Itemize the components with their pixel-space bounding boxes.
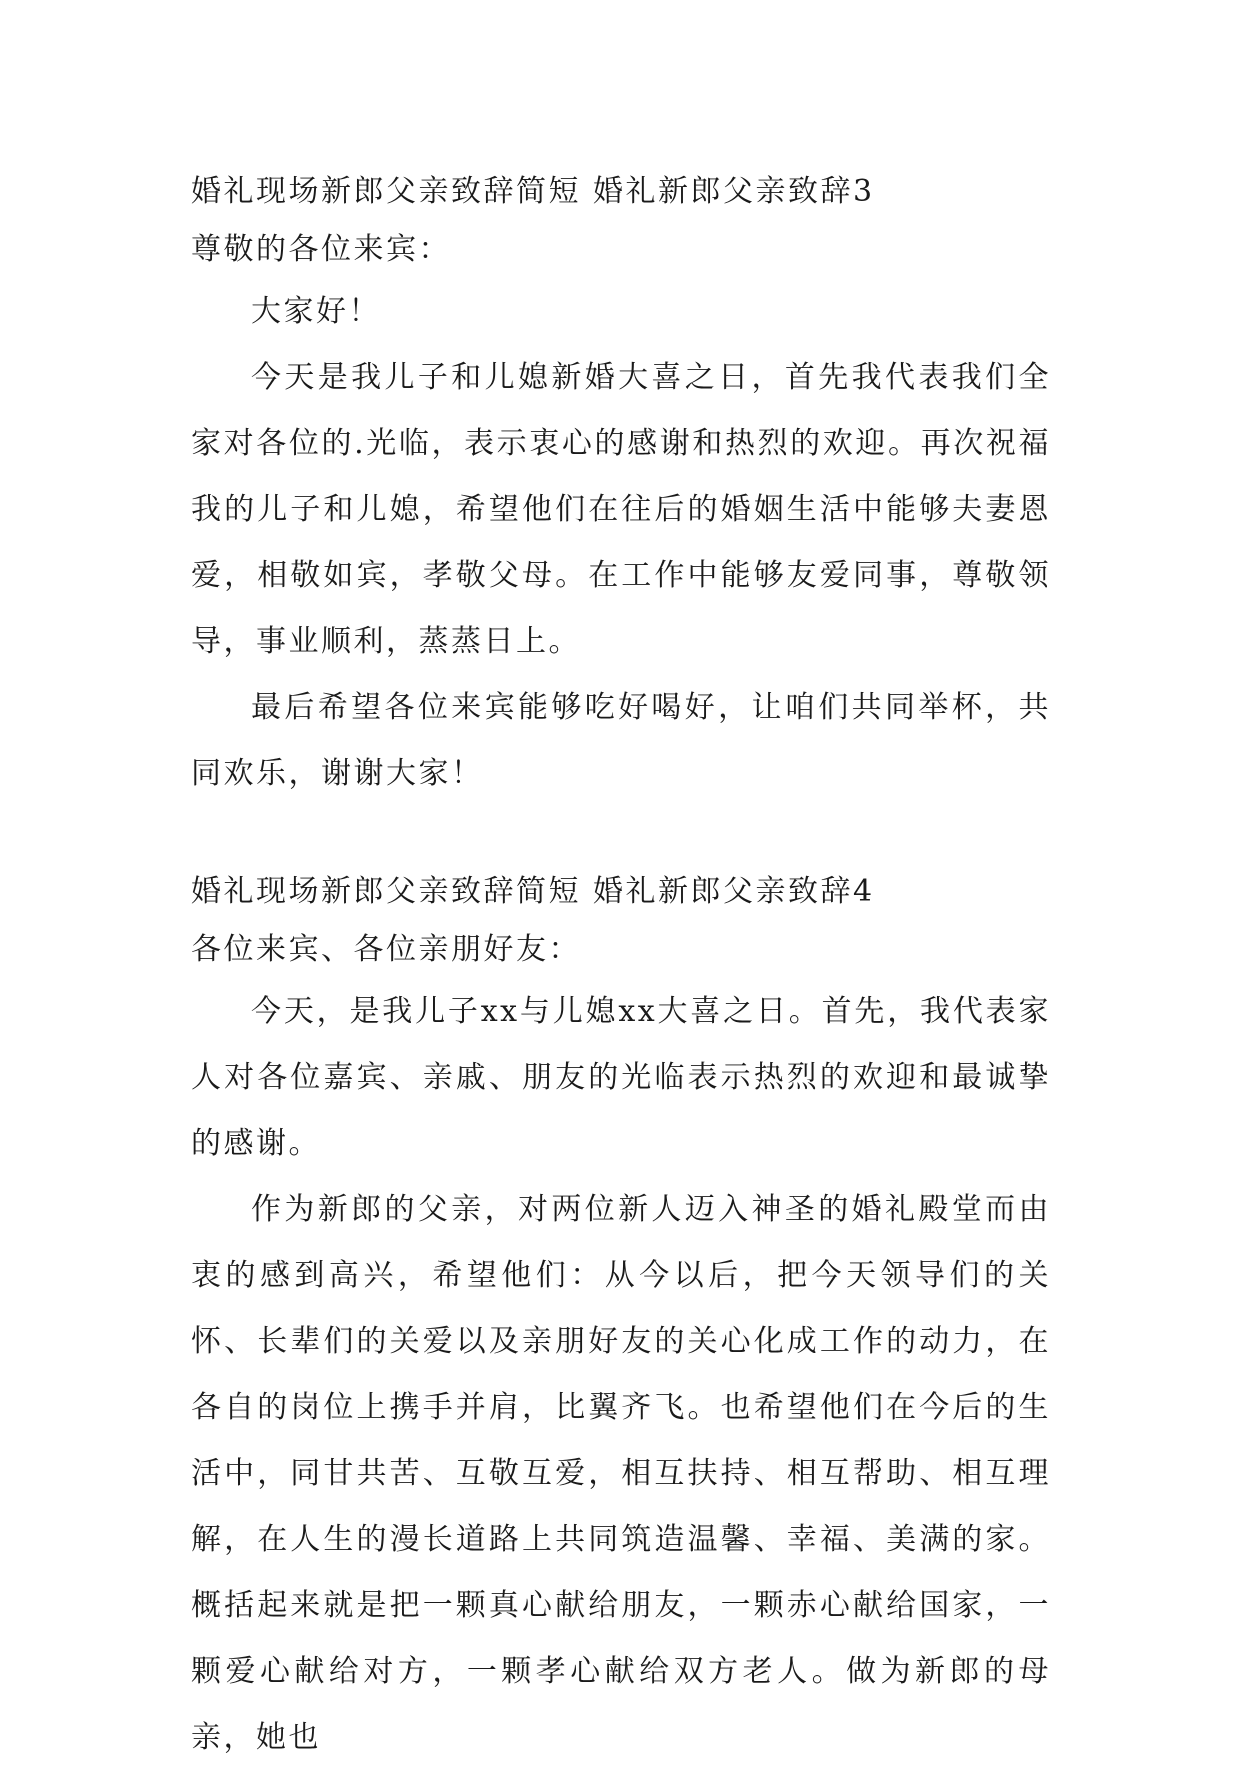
- paragraph: 今天是我儿子和儿媳新婚大喜之日，首先我代表我们全家对各位的.光临，表示衷心的感谢和热烈的欢迎。再次祝福我的儿子和儿媳，希望他们在往后的婚姻生活中能够夫妻恩爱，相敬如宾，孝敬父母。在工作中能够友爱同事，尊敬领导，事业顺利，蒸蒸日上。: [191, 360, 1051, 659]
- speech-section-3: [191, 163, 1051, 807]
- section-heading: 婚礼现场新郎父亲致辞简短 婚礼新郎父亲致辞3: [191, 174, 875, 209]
- salutation: 尊敬的各位来宾：: [191, 232, 451, 267]
- greeting: 大家好！: [251, 294, 381, 329]
- section-heading: 婚礼现场新郎父亲致辞简短 婚礼新郎父亲致辞4: [191, 874, 875, 909]
- document-body: [191, 163, 1051, 1771]
- salutation: 各位来宾、各位亲朋好友：: [191, 932, 581, 967]
- speech-section-4: [191, 863, 1051, 1771]
- paragraph: 最后希望各位来宾能够吃好喝好，让咱们共同举杯，共同欢乐，谢谢大家！: [191, 690, 1051, 791]
- paragraph: 今天，是我儿子xx与儿媳xx大喜之日。首先，我代表家人对各位嘉宾、亲戚、朋友的光临表示热烈的欢迎和最诚挚的感谢。: [191, 994, 1051, 1161]
- paragraph: 作为新郎的父亲，对两位新人迈入神圣的婚礼殿堂而由衷的感到高兴，希望他们：从今以后，把今天领导们的关怀、长辈们的关爱以及亲朋好友的关心化成工作的动力，在各自的岗位上携手并肩，比翼齐飞。也希望他们在今后的生活中，同甘共苦、互敬互爱，相互扶持、相互帮助、相互理解，在人生的漫长道路上共同筑造温馨、幸福、美满的家。概括起来就是把一颗真心献给朋友，一颗赤心献给国家，一颗爱心献给对方，一颗孝心献给双方老人。做为新郎的母亲，她也: [191, 1192, 1051, 1755]
